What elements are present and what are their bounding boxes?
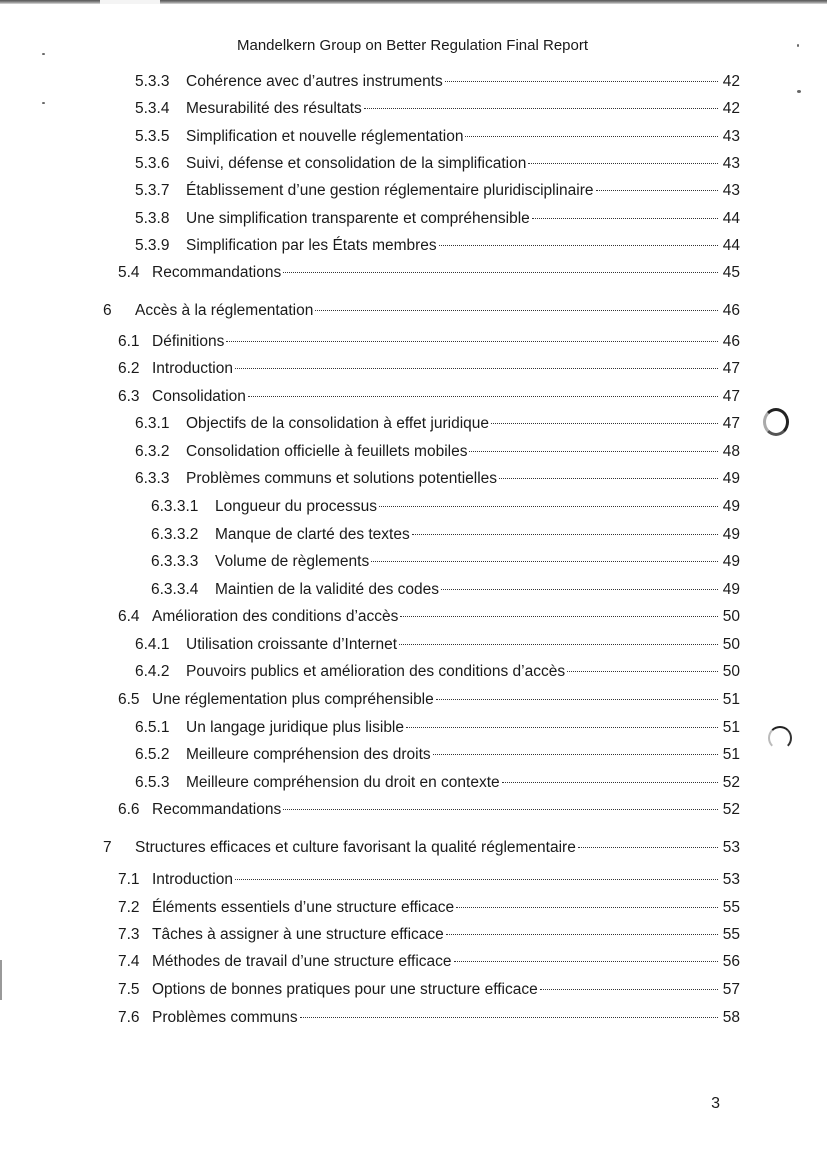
toc-entry-number: 6.3.3.3: [151, 553, 199, 570]
toc-entry-number: 7.5: [118, 981, 140, 998]
toc-dot-leader: [446, 919, 718, 939]
toc-entry-page: 51: [722, 691, 740, 708]
toc-dot-leader: [491, 408, 718, 428]
toc-entry[interactable]: [135, 175, 740, 199]
toc-entry-page: 51: [722, 719, 740, 736]
toc-entry-number: 5.3.6: [135, 155, 170, 172]
toc-entry-page: 47: [722, 360, 740, 377]
toc-entry-title: Accès à la réglementation: [135, 302, 314, 319]
toc-entry-page: 45: [722, 264, 740, 281]
running-header-text: Mandelkern Group on Better Regulation Final Report: [236, 37, 589, 54]
toc-entry-title: Recommandations: [152, 264, 282, 281]
toc-dot-leader: [540, 974, 718, 994]
toc-entry[interactable]: [118, 864, 740, 888]
toc-entry-number: 5.3.8: [135, 210, 170, 227]
toc-entry-page: 53: [722, 839, 740, 856]
toc-entry-number: 6.5.1: [135, 719, 170, 736]
toc-entry-number: 5.3.5: [135, 128, 170, 145]
toc-entry[interactable]: [118, 601, 740, 625]
toc-entry-title: Simplification et nouvelle réglementation: [186, 128, 464, 145]
toc-entry[interactable]: [135, 712, 740, 736]
toc-entry-title: Amélioration des conditions d’accès: [152, 608, 399, 625]
toc-entry-number: 6.2: [118, 360, 140, 377]
toc-entry-title: Éléments essentiels d’une structure efficace: [152, 899, 455, 916]
toc-entry-title: Un langage juridique plus lisible: [186, 719, 404, 736]
toc-entry-title: Volume de règlements: [215, 553, 370, 570]
toc-entry-number: 6.4: [118, 608, 140, 625]
toc-entry-page: 52: [722, 801, 740, 818]
toc-entry-title: Consolidation officielle à feuillets mobiles: [186, 443, 468, 460]
toc-entry-page: 43: [722, 155, 740, 172]
toc-entry[interactable]: [135, 436, 740, 460]
toc-dot-leader: [283, 257, 718, 277]
toc-entry[interactable]: [118, 381, 740, 405]
toc-entry-title: Tâches à assigner à une structure efficace: [152, 926, 444, 943]
toc-entry-title: Meilleure compréhension du droit en contexte: [186, 774, 500, 791]
toc-entry[interactable]: [118, 684, 740, 708]
toc-entry-page: 43: [722, 182, 740, 199]
toc-entry-page: 44: [722, 237, 740, 254]
toc-entry[interactable]: [135, 767, 740, 791]
toc-entry-number: 6.6: [118, 801, 140, 818]
toc-entry[interactable]: [118, 892, 740, 916]
toc-entry-number: 6.3.3.1: [151, 498, 199, 515]
toc-dot-leader: [499, 463, 718, 483]
toc-entry-number: 5.3.7: [135, 182, 170, 199]
toc-dot-leader: [567, 656, 718, 676]
toc-entry-number: 7.1: [118, 871, 140, 888]
toc-entry-number: 7.3: [118, 926, 140, 943]
toc-entry-number: 6.3.3.4: [151, 581, 199, 598]
toc-entry[interactable]: [118, 257, 740, 281]
toc-dot-leader: [399, 629, 718, 649]
punch-hole-mark: [763, 408, 789, 436]
toc-entry-title: Problèmes communs: [152, 1009, 298, 1026]
toc-entry-title: Objectifs de la consolidation à effet juridique: [186, 415, 490, 432]
toc-entry-title: Recommandations: [152, 801, 282, 818]
toc-entry-title: Longueur du processus: [215, 498, 378, 515]
toc-entry[interactable]: [103, 832, 740, 856]
toc-dot-leader: [248, 381, 718, 401]
toc-entry-title: Structures efficaces et culture favorisant la qualité réglementaire: [135, 839, 576, 856]
toc-entry[interactable]: [135, 148, 740, 172]
toc-entry-page: 49: [722, 498, 740, 515]
toc-dot-leader: [406, 712, 718, 732]
toc-entry-number: 7.2: [118, 899, 140, 916]
toc-entry-number: 6.5.2: [135, 746, 170, 763]
toc-entry[interactable]: [118, 353, 740, 377]
toc-entry-title: Définitions: [152, 333, 225, 350]
toc-entry-number: 6.3.3.2: [151, 526, 199, 543]
toc-entry[interactable]: [118, 946, 740, 970]
toc-entry-number: 6.5: [118, 691, 140, 708]
toc-entry-page: 58: [722, 1009, 740, 1026]
toc-dot-leader: [439, 230, 718, 250]
punch-hole-mark: [768, 726, 792, 750]
toc-entry-page: 49: [722, 581, 740, 598]
toc-entry-title: Consolidation: [152, 388, 246, 405]
scan-speck: [797, 90, 801, 93]
toc-entry-page: 55: [722, 926, 740, 943]
toc-entry[interactable]: [135, 230, 740, 254]
toc-entry-title: Méthodes de travail d’une structure efficace: [152, 953, 452, 970]
toc-dot-leader: [283, 794, 718, 814]
toc-dot-leader: [400, 601, 718, 621]
toc-entry-title: Une simplification transparente et compréhensible: [186, 210, 530, 227]
toc-entry-page: 52: [722, 774, 740, 791]
toc-entry[interactable]: [135, 656, 740, 680]
scan-edge-gap: [100, 0, 160, 4]
toc-entry[interactable]: [151, 491, 740, 515]
toc-dot-leader: [371, 546, 718, 566]
toc-dot-leader: [469, 436, 718, 456]
toc-dot-leader: [379, 491, 718, 511]
toc-entry[interactable]: [135, 66, 740, 90]
toc-entry-title: Meilleure compréhension des droits: [186, 746, 431, 763]
toc-dot-leader: [441, 574, 718, 594]
toc-dot-leader: [433, 739, 718, 759]
toc-dot-leader: [528, 148, 718, 168]
toc-entry[interactable]: [135, 629, 740, 653]
toc-entry-number: 5.3.9: [135, 237, 170, 254]
toc-entry-page: 48: [722, 443, 740, 460]
toc-dot-leader: [235, 353, 718, 373]
toc-entry[interactable]: [135, 93, 740, 117]
toc-dot-leader: [456, 892, 718, 912]
running-header: [0, 37, 827, 54]
toc-entry-title: Introduction: [152, 360, 233, 377]
toc-entry-page: 43: [722, 128, 740, 145]
scan-speck: [42, 102, 45, 104]
toc-entry[interactable]: [118, 794, 740, 818]
toc-entry-page: 42: [722, 100, 740, 117]
scan-edge-left: [0, 960, 2, 1000]
toc-entry-number: 5.3.4: [135, 100, 170, 117]
page-number: 3: [711, 1095, 720, 1112]
toc-entry-page: 57: [722, 981, 740, 998]
toc-entry[interactable]: [135, 739, 740, 763]
toc-entry-number: 6: [103, 302, 112, 319]
toc-entry-page: 49: [722, 526, 740, 543]
toc-dot-leader: [465, 121, 718, 141]
toc-dot-leader: [226, 326, 718, 346]
toc-entry-page: 46: [722, 333, 740, 350]
toc-dot-leader: [578, 832, 718, 852]
toc-entry[interactable]: [135, 121, 740, 145]
toc-dot-leader: [235, 864, 718, 884]
toc-entry[interactable]: [118, 974, 740, 998]
toc-entry[interactable]: [151, 519, 740, 543]
toc-entry[interactable]: [103, 295, 740, 319]
toc-entry-page: 47: [722, 415, 740, 432]
toc-entry-page: 53: [722, 871, 740, 888]
toc-entry-number: 5.4: [118, 264, 140, 281]
toc-entry-title: Utilisation croissante d’Internet: [186, 636, 398, 653]
toc-dot-leader: [364, 93, 718, 113]
toc-dot-leader: [532, 203, 718, 223]
toc-entry-title: Établissement d’une gestion réglementaire pluridisciplinaire: [186, 182, 594, 199]
toc-entry[interactable]: [135, 203, 740, 227]
toc-entry-number: 6.1: [118, 333, 140, 350]
toc-entry-page: 47: [722, 388, 740, 405]
toc-entry-number: 7.6: [118, 1009, 140, 1026]
toc-entry[interactable]: [118, 1002, 740, 1026]
toc-entry-title: Options de bonnes pratiques pour une structure efficace: [152, 981, 538, 998]
toc-entry-title: Pouvoirs publics et amélioration des conditions d’accès: [186, 663, 566, 680]
toc-entry[interactable]: [135, 463, 740, 487]
toc-entry-page: 55: [722, 899, 740, 916]
toc-dot-leader: [445, 66, 718, 86]
toc-entry[interactable]: [118, 326, 740, 350]
toc-entry-page: 50: [722, 608, 740, 625]
toc-entry[interactable]: [151, 546, 740, 570]
toc-entry-title: Manque de clarté des textes: [215, 526, 410, 543]
toc-entry-page: 46: [722, 302, 740, 319]
toc-dot-leader: [454, 946, 718, 966]
toc-entry-title: Simplification par les États membres: [186, 237, 437, 254]
toc-entry-number: 7: [103, 839, 112, 856]
toc-entry[interactable]: [135, 408, 740, 432]
toc-dot-leader: [596, 175, 718, 195]
toc-entry-title: Cohérence avec d’autres instruments: [186, 73, 443, 90]
toc-entry-title: Maintien de la validité des codes: [215, 581, 440, 598]
toc-entry[interactable]: [151, 574, 740, 598]
toc-entry-title: Suivi, défense et consolidation de la simplification: [186, 155, 527, 172]
toc-entry[interactable]: [118, 919, 740, 943]
toc-entry-page: 56: [722, 953, 740, 970]
toc-dot-leader: [412, 519, 718, 539]
toc-entry-number: 6.4.1: [135, 636, 170, 653]
toc-entry-number: 6.5.3: [135, 774, 170, 791]
toc-entry-number: 6.3.2: [135, 443, 170, 460]
toc-entry-page: 50: [722, 663, 740, 680]
toc-dot-leader: [315, 295, 718, 315]
toc-entry-page: 50: [722, 636, 740, 653]
toc-entry-number: 6.3.1: [135, 415, 170, 432]
toc-entry-number: 6.3.3: [135, 470, 170, 487]
toc-entry-number: 6.4.2: [135, 663, 170, 680]
toc-entry-page: 49: [722, 553, 740, 570]
toc-dot-leader: [300, 1002, 718, 1022]
toc-entry-page: 49: [722, 470, 740, 487]
toc-entry-title: Une réglementation plus compréhensible: [152, 691, 434, 708]
toc-entry-page: 42: [722, 73, 740, 90]
toc-entry-title: Problèmes communs et solutions potentielles: [186, 470, 498, 487]
toc-entry-number: 5.3.3: [135, 73, 170, 90]
toc-entry-page: 44: [722, 210, 740, 227]
toc-entry-number: 7.4: [118, 953, 140, 970]
toc-entry-title: Mesurabilité des résultats: [186, 100, 362, 117]
toc-entry-number: 6.3: [118, 388, 140, 405]
toc-entry-page: 51: [722, 746, 740, 763]
toc-dot-leader: [436, 684, 718, 704]
toc-entry-title: Introduction: [152, 871, 233, 888]
toc-dot-leader: [502, 767, 718, 787]
